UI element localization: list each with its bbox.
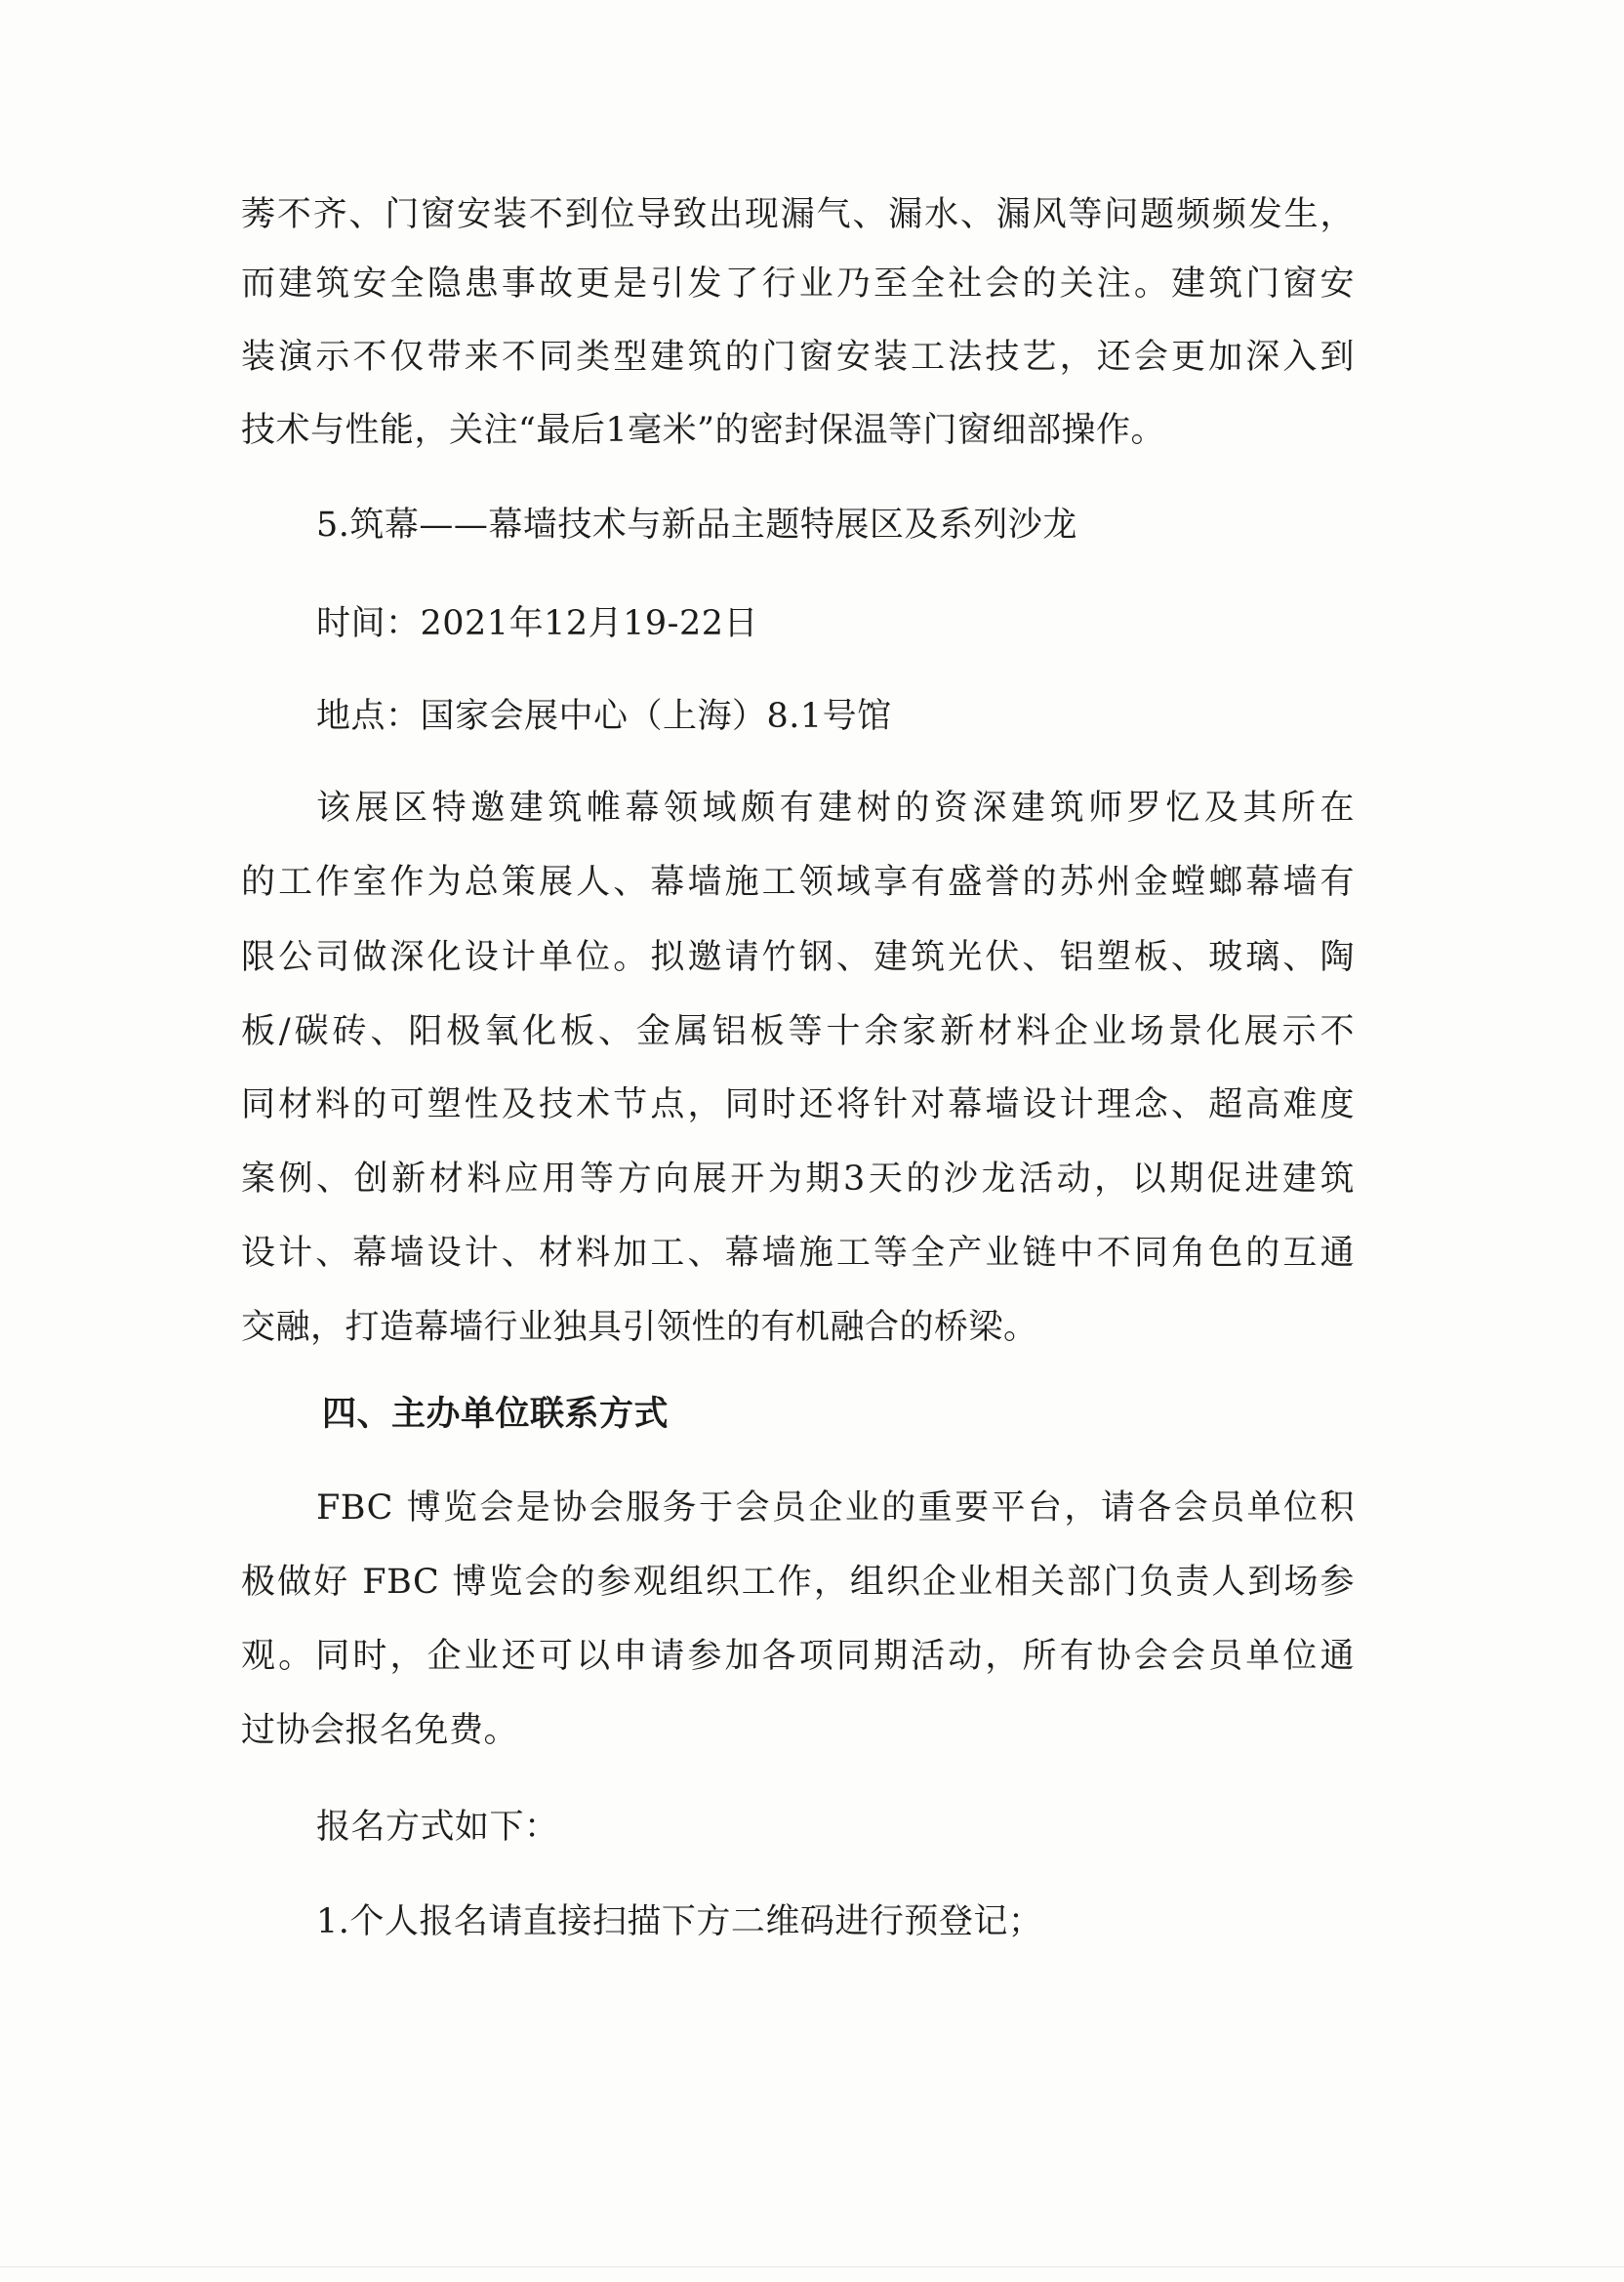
paragraph-line: 板/碳砖、阳极氧化板、金属铝板等十余家新材料企业场景化展示不	[241, 1012, 1355, 1051]
paragraph-line: 极做好 FBC 博览会的参观组织工作，组织企业相关部门负责人到场参	[241, 1563, 1355, 1602]
paragraph-line: 案例、创新材料应用等方向展开为期3天的沙龙活动，以期促进建筑	[241, 1160, 1355, 1199]
paragraph-line: 观。同时，企业还可以申请参加各项同期活动，所有协会会员单位通	[241, 1637, 1355, 1676]
registration-item: 1.个人报名请直接扫描下方二维码进行预登记；	[316, 1902, 1043, 1941]
section-5-location: 地点：国家会展中心（上海）8.1号馆	[316, 697, 892, 736]
paragraph-line: 莠不齐、门窗安装不到位导致出现漏气、漏水、漏风等问题频频发生，	[241, 195, 1355, 234]
paragraph-line: 限公司做深化设计单位。拟邀请竹钢、建筑光伏、铝塑板、玻璃、陶	[241, 938, 1355, 977]
paragraph-line: 的工作室作为总策展人、幕墙施工领域享有盛誉的苏州金螳螂幕墙有	[241, 863, 1355, 902]
paragraph-line: 同材料的可塑性及技术节点，同时还将针对幕墙设计理念、超高难度	[241, 1085, 1355, 1124]
paragraph-line: 交融，打造幕墙行业独具引领性的有机融合的桥梁。	[241, 1308, 1038, 1347]
section-4-heading: 四、主办单位联系方式	[322, 1395, 670, 1434]
paragraph-line: 设计、幕墙设计、材料加工、幕墙施工等全产业链中不同角色的互通	[241, 1234, 1355, 1273]
paragraph-line: FBC 博览会是协会服务于会员企业的重要平台，请各会员单位积	[316, 1488, 1355, 1528]
paragraph-line: 该展区特邀建筑帷幕领域颇有建树的资深建筑师罗忆及其所在	[316, 789, 1355, 828]
registration-intro: 报名方式如下：	[316, 1808, 559, 1847]
paragraph-line: 技术与性能，关注“最后1毫米”的密封保温等门窗细部操作。	[241, 411, 1166, 450]
section-5-heading: 5.筑幕——幕墙技术与新品主题特展区及系列沙龙	[316, 506, 1077, 545]
scan-edge-line	[0, 2266, 1624, 2267]
paragraph-line: 过协会报名免费。	[241, 1711, 519, 1750]
section-5-time: 时间：2021年12月19-22日	[316, 604, 759, 643]
paragraph-line: 而建筑安全隐患事故更是引发了行业乃至全社会的关注。建筑门窗安	[241, 265, 1355, 304]
paragraph-line: 装演示不仅带来不同类型建筑的门窗安装工法技艺，还会更加深入到	[241, 338, 1355, 377]
